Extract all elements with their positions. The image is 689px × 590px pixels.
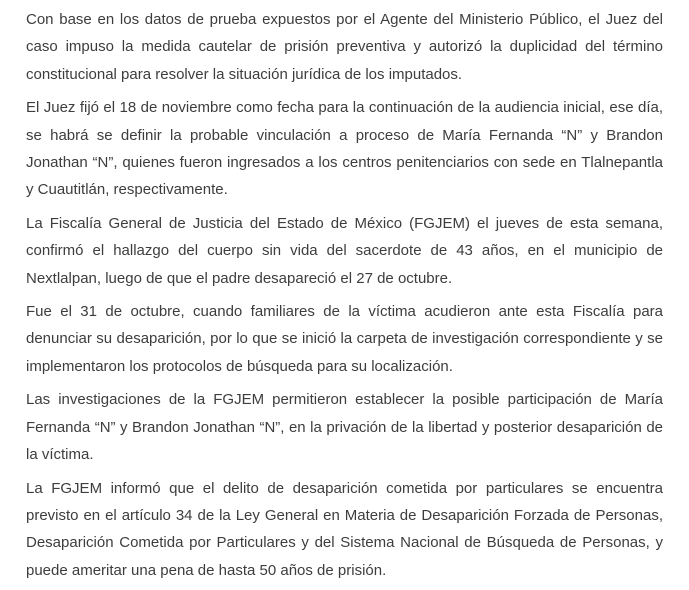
article-paragraph: La FGJEM informó que el delito de desaparición cometida por particulares se encuentra previsto en el artículo 34 de la Ley General en Materia de Desaparición Forzada de Personas, Desaparición Cometida por Particulares y del Sistema Nacional de Búsqueda de Personas, y puede ameritar una pena de hasta 50 años de prisión.	[26, 479, 663, 579]
article-paragraph: Con base en los datos de prueba expuestos por el Agente del Ministerio Público, el Juez del caso impuso la medida cautelar de prisión preventiva y autorizó la duplicidad del término constitucional para resolver la situación jurídica de los imputados.	[26, 11, 663, 83]
article-paragraph: El Juez fijó el 18 de noviembre como fecha para la continuación de la audiencia inicial, ese día, se habrá se definir la probable vinculación a proceso de María Fernanda “N” y Brandon Jonathan “N”, quienes fueron ingresados a los centros penitenciarios con sede en Tlalnepantla y Cuautitlán, respectivamente.	[26, 99, 663, 199]
article-paragraph: La Fiscalía General de Justicia del Estado de México (FGJEM) el jueves de esta semana, confirmó el hallazgo del cuerpo sin vida del sacerdote de 43 años, en el municipio de Nextlalpan, luego de que el padre desapareció el 27 de octubre.	[26, 214, 663, 287]
article-paragraph: Las investigaciones de la FGJEM permitieron establecer la posible participación de María Fernanda “N” y Brandon Jonathan “N”, en la privación de la libertad y posterior desaparición de la víctima.	[26, 391, 663, 464]
article-paragraph: Fue el 31 de octubre, cuando familiares de la víctima acudieron ante esta Fiscalía para denunciar su desaparición, por lo que se inició la carpeta de investigación correspondiente y se implementaron los protocolos de búsqueda para su localización.	[26, 303, 663, 375]
